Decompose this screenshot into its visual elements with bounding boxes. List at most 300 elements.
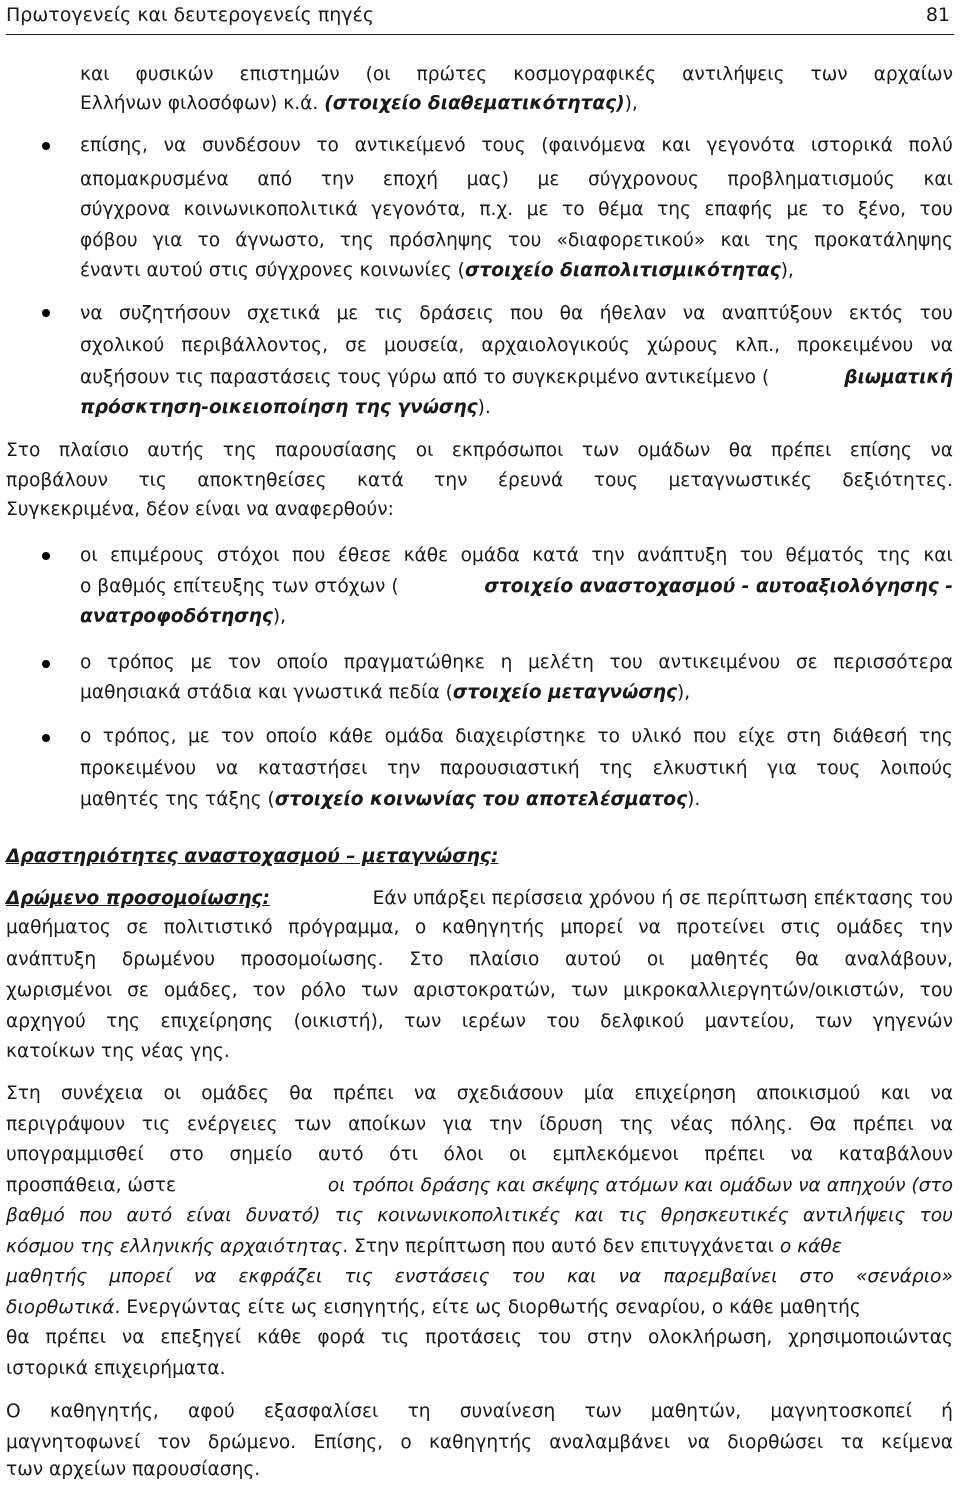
word: μικροκαλλιεργητών/οικιστών, (623, 980, 905, 1001)
italic-text: ο κάθε (779, 1236, 842, 1257)
word: λοιπούς (880, 758, 953, 779)
word: αυτό (317, 1144, 364, 1165)
word: προβάλουν (6, 470, 109, 491)
word: προκειμένου (797, 335, 914, 356)
text-line: ), (677, 682, 691, 703)
word: και (574, 1205, 604, 1226)
emphasis-term: στοιχείο διαπολιτισμικότητας (464, 260, 781, 281)
word: επαφής (704, 199, 773, 220)
word: μαγνητοφωνεί (6, 1432, 141, 1453)
word: πλαίσιο (58, 440, 129, 461)
word: δρωμένου (121, 949, 215, 970)
word: ο (414, 917, 427, 938)
word: η (500, 652, 513, 673)
word: σχολικού (80, 335, 165, 356)
word: πολιτιστικό (163, 917, 273, 938)
word: επεξηγεί (160, 1327, 242, 1348)
word: δελφικού (600, 1011, 685, 1032)
word: ενστάσεις (394, 1266, 490, 1287)
emphasis-term: βιωματική (844, 367, 953, 388)
word: με (786, 199, 809, 220)
italic-text: κόσμου της ελληνικής αρχαιότητας (6, 1236, 343, 1257)
word: του (919, 980, 953, 1001)
word: Επίσης, (313, 1432, 384, 1453)
word: δράσεις (419, 303, 494, 324)
word: αποκτηθείσες (197, 470, 327, 491)
word: και (80, 64, 110, 85)
word: (οι (365, 64, 391, 85)
word: κείμενα (881, 1432, 953, 1453)
word: τις (374, 303, 404, 324)
text-line: ), (780, 260, 794, 281)
word: μαγνητοσκοπεί (770, 1401, 912, 1422)
word: Θα (809, 1114, 837, 1135)
word: των (294, 1114, 332, 1135)
word: οποίο (276, 652, 329, 673)
word: ομάδα (460, 545, 520, 566)
header-title: Πρωτογενείς και δευτερογενείς πηγές (6, 4, 374, 26)
word: θα (795, 949, 819, 970)
word: του (919, 199, 953, 220)
word: του (609, 652, 643, 673)
word: τον (252, 980, 286, 1001)
word: είναι (186, 1205, 232, 1226)
word: μαθητές (690, 949, 770, 970)
word: χώρους (646, 335, 719, 356)
text-line: ). (477, 397, 491, 418)
word: πολύ (908, 135, 953, 156)
paragraph-line (6, 1397, 953, 1427)
word: των (584, 1401, 622, 1422)
word: φόβου (80, 230, 138, 251)
word: να (193, 1266, 217, 1287)
word: των (810, 64, 848, 85)
word: τις (334, 1205, 364, 1226)
word: οι (80, 545, 98, 566)
emphasis-term: στοιχείο αναστοχασμού - αυτοαξιολόγησης - (484, 576, 953, 597)
word: γηγενών (872, 1011, 953, 1032)
word: ίδρυση (539, 1114, 603, 1135)
word: σημείο (229, 1144, 293, 1165)
word: οποίο (265, 726, 318, 747)
text-line: κατοίκων της νέας γης. (6, 1041, 230, 1062)
word: πρέπει (45, 1327, 107, 1348)
word: αρχαίων (873, 64, 953, 85)
italic-text: διορθωτικά (6, 1297, 115, 1318)
word: να (80, 303, 103, 324)
word: στο (799, 1266, 834, 1287)
word: αποικισμού (756, 1083, 861, 1104)
word: στην (586, 1327, 633, 1348)
word: νέας (670, 1114, 714, 1135)
word: και (720, 230, 750, 251)
word: άγνωστο, (235, 230, 325, 251)
word: περιβάλλοντος, (181, 335, 329, 356)
word: ότι (389, 1144, 418, 1165)
word: έρευνά (497, 470, 564, 491)
word: ομάδες (201, 1083, 270, 1104)
word: αναλαμβάνει (549, 1432, 671, 1453)
word: τον (227, 652, 261, 673)
word: τρόπος (106, 652, 175, 673)
word: να (930, 1114, 953, 1135)
word: διορθώσει (727, 1432, 824, 1453)
word: ξένο, (857, 199, 907, 220)
word: της (599, 758, 634, 779)
word: πρέπει (853, 1114, 914, 1135)
word: του (511, 1266, 545, 1287)
word: να (618, 1266, 642, 1287)
word: δυνατό) (245, 1205, 321, 1226)
word: εξασφαλίσει (263, 1401, 379, 1422)
word: σύγχρονους (588, 169, 699, 190)
text-line: . Στην περίπτωση που αυτό δεν επιτυγχάνεται (342, 1236, 780, 1257)
word: περιγράψουν (6, 1114, 126, 1135)
word: επιχείρηση (634, 1083, 737, 1104)
word: εποχή (382, 169, 438, 190)
word: τους (816, 758, 861, 779)
word: παρεμβαίνει (663, 1266, 778, 1287)
word: καταστήσει (257, 758, 368, 779)
word: από (257, 169, 293, 190)
word: με (190, 652, 213, 673)
word: Ο (6, 1401, 21, 1422)
text-line: Εάν υπάρξει περίσσεια χρόνου ή σε περίπτωση επέκτασης του (366, 888, 953, 909)
word: (φαινόμενα (541, 135, 646, 156)
word: προκατάληψης (814, 230, 953, 251)
word: πόλης. (730, 1114, 793, 1135)
italic-text: οι τρόποι δράσης και σκέψης ατόμων και ομάδων να απηχούν (στο (327, 1175, 953, 1196)
word: θα (728, 440, 753, 461)
word: να (930, 1083, 953, 1104)
word: το (821, 199, 845, 220)
word: με (187, 726, 210, 747)
word: κάθε (256, 1327, 302, 1348)
word: διάθεσή (832, 726, 908, 747)
word: να (121, 1327, 145, 1348)
word: κλπ., (735, 335, 781, 356)
text-line: ), (624, 93, 638, 114)
word: και (566, 1266, 597, 1287)
word: τις (138, 470, 167, 491)
word: δεξιότητες. (842, 470, 953, 491)
word: σε (126, 917, 149, 938)
word: μαθητής (6, 1266, 88, 1287)
word: τους (481, 135, 526, 156)
word: τη (407, 1401, 431, 1422)
page-number: 81 (925, 4, 950, 26)
word: για (152, 230, 183, 251)
word: προβληματισμούς (727, 169, 895, 190)
word: την (386, 758, 421, 779)
word: πρώτες (416, 64, 488, 85)
word: κατά (532, 545, 579, 566)
word: το (197, 230, 221, 251)
text-line: ). (687, 789, 701, 810)
word: συζητήσουν (118, 303, 231, 324)
word: του (546, 1011, 580, 1032)
word: που (78, 1205, 113, 1226)
word: πρόσληψης (388, 230, 493, 251)
word: πρέπει (704, 1144, 765, 1165)
word: μουσεία, (384, 335, 465, 356)
word: με (336, 303, 359, 324)
word: προσομοίωσης. (240, 949, 384, 970)
word: ομάδες (836, 917, 905, 938)
word: ελκυστική (652, 758, 748, 779)
word: και (661, 135, 691, 156)
word: ο (80, 652, 92, 673)
word: αρχαιολογικούς (481, 335, 630, 356)
word: αντιλήψεις (802, 1205, 906, 1226)
word: σε (795, 652, 818, 673)
word: όλοι (443, 1144, 484, 1165)
word: σε (127, 980, 149, 1001)
word: μελέτη (527, 652, 594, 673)
word: τους (593, 470, 638, 491)
text-line: αυξήσουν τις παραστάσεις τους γύρω από το συγκεκριμένο αντικείμενο ( (80, 367, 770, 388)
word: επίσης, (80, 135, 148, 156)
word: των (815, 1011, 853, 1032)
word: να (215, 758, 239, 779)
word: δρώμενο. (207, 1432, 297, 1453)
word: να (682, 303, 706, 324)
word: αναλάβουν, (844, 949, 953, 970)
word: να (638, 917, 661, 938)
word: φορά (317, 1327, 366, 1348)
word: ο (80, 726, 92, 747)
word: κάθε (328, 726, 374, 747)
word: χωρισμένοι (6, 980, 113, 1001)
word: ομάδες, (163, 980, 238, 1001)
word: της (765, 230, 800, 251)
word: της (876, 545, 911, 566)
word: ή (941, 1401, 953, 1422)
paragraph-lead: Δρώμενο προσομοίωσης: (6, 888, 270, 909)
word: (οικιστή), (293, 1011, 384, 1032)
word: για (442, 1114, 473, 1135)
word: «σενάριο» (855, 1266, 953, 1287)
word: συνέχεια (60, 1083, 144, 1104)
word: προτάσεις (425, 1327, 523, 1348)
text-line: ), (272, 606, 287, 627)
word: της (222, 440, 257, 461)
text-line: . Ενεργώντας είτε ως εισηγητής, είτε ως διορθωτής σεναρίου, ο κάθε μαθητής (114, 1297, 861, 1318)
word: στόχοι (216, 545, 280, 566)
word: να (790, 1144, 814, 1165)
word: τρόπος, (102, 726, 177, 747)
word: του (508, 230, 542, 251)
word: κοινωνικοπολιτικά (183, 199, 358, 220)
word: ρόλο (300, 980, 347, 1001)
text-line: μαθητές της τάξης ( (80, 789, 275, 810)
word: κάθε (403, 545, 449, 566)
word: μαντείου, (704, 1011, 795, 1032)
word: «διαφορετικού» (556, 230, 706, 251)
word: μία (583, 1083, 615, 1104)
word: θα (289, 1083, 313, 1104)
word: επίσης (849, 440, 912, 461)
text-line: μαθησιακά στάδια και γνωστικά πεδία ( (80, 682, 453, 703)
word: της (657, 199, 691, 220)
heading-text: Δραστηριότητες αναστοχασμού – μεταγνώσης: (6, 846, 499, 867)
word: την (919, 917, 953, 938)
word: ολοκλήρωση, (647, 1327, 773, 1348)
word: θα (559, 303, 584, 324)
word: και (923, 545, 953, 566)
word: υλικό (631, 726, 682, 747)
word: που (292, 545, 326, 566)
word: τα (840, 1432, 864, 1453)
text-line: Συγκεκριμένα, δέον είναι να αναφερθούν: (6, 499, 394, 520)
word: καταβάλουν (838, 1144, 953, 1165)
text-line: των αρχείων παρουσίασης. (6, 1459, 261, 1480)
word: των (404, 1011, 442, 1032)
word: Στο (409, 949, 444, 970)
word: απομακρυσμένα (80, 169, 229, 190)
word: παρουσίασης (275, 440, 398, 461)
word: Στο (6, 440, 41, 461)
word: μπορεί (560, 917, 623, 938)
word: εκφράζει (238, 1266, 323, 1287)
word: ανάπτυξη (637, 545, 728, 566)
word: επιμέρους (110, 545, 205, 566)
emphasis-term: πρόσκτηση-οικειοποίηση της γνώσης (80, 397, 478, 418)
word: στη (786, 726, 822, 747)
emphasis-term: ανατροφοδότησης (80, 606, 273, 627)
word: ενέργειες (186, 1114, 278, 1135)
word: του (919, 303, 953, 324)
word: την (434, 470, 468, 491)
word: γεγονότα, (371, 199, 466, 220)
word: τις (380, 1327, 410, 1348)
word: να (930, 440, 953, 461)
word: είχε (737, 726, 776, 747)
word: οι (415, 440, 434, 461)
word: τον (157, 1432, 191, 1453)
word: αυτού (564, 949, 622, 970)
word: κοινωνικοπολιτικές (377, 1205, 561, 1226)
word: χρησιμοποιώντας (788, 1327, 953, 1348)
word: θα (6, 1327, 30, 1348)
word: το (562, 199, 585, 220)
word: επιχείρησης (160, 1011, 274, 1032)
word: της (918, 726, 953, 747)
word: περισσότερα (833, 652, 953, 673)
word: την (320, 169, 355, 190)
word: ο (400, 1432, 412, 1453)
text-line: ο βαθμός επίτευξης των στόχων ( (80, 576, 399, 597)
emphasis-term: στοιχείο μεταγνώσης (452, 682, 677, 703)
word: αυτό (126, 1205, 173, 1226)
paragraph-line (6, 1455, 260, 1485)
word: μπορεί (109, 1266, 172, 1287)
word: σχετικά (246, 303, 321, 324)
word: ήθελαν (599, 303, 667, 324)
word: εκπρόσωποι (451, 440, 564, 461)
word: τις (344, 1266, 373, 1287)
text-line: ιστορικά επιχειρήματα. (6, 1358, 226, 1379)
word: φυσικών (135, 64, 214, 85)
word: για (767, 758, 797, 779)
word: να (687, 1432, 711, 1453)
word: αφού (188, 1401, 235, 1422)
word: του (739, 545, 774, 566)
text-line: προσπάθεια, ώστε (6, 1175, 182, 1196)
word: παρουσιαστική (439, 758, 580, 779)
paragraph-line (6, 1428, 953, 1458)
word: ιερέων (461, 1011, 526, 1032)
word: διαχειρίστηκε (455, 726, 587, 747)
word: αντικειμένου (658, 652, 781, 673)
word: επιστημών (239, 64, 340, 85)
word: του (537, 1327, 572, 1348)
word: μεταγνωστικές (668, 470, 812, 491)
word: να (930, 335, 953, 356)
word: εμπλεκόμενοι (552, 1144, 679, 1165)
word: κατά (357, 470, 404, 491)
word: με (537, 169, 560, 190)
word: αυτής (147, 440, 205, 461)
word: τις (618, 1205, 647, 1226)
word: σύγχρονα (80, 199, 171, 220)
word: υπογραμμισθεί (6, 1144, 144, 1165)
word: σε (345, 335, 367, 356)
word: τον (221, 726, 255, 747)
word: την (591, 545, 625, 566)
word: της (339, 230, 374, 251)
word: πραγματώθηκε (343, 652, 485, 673)
word: του (919, 1205, 953, 1226)
word: οι (509, 1144, 527, 1165)
word: γεγονότα (706, 135, 796, 156)
word: πλαίσιο (469, 949, 540, 970)
word: την (489, 1114, 523, 1135)
word: συνδέσουν (201, 135, 301, 156)
word: μαθητών, (650, 1401, 742, 1422)
justified-line (6, 1397, 953, 1427)
word: κοσμογραφικές (513, 64, 657, 85)
word: να (413, 1083, 437, 1104)
word: μαθήματος (6, 917, 111, 938)
word: προτείνει (676, 917, 766, 938)
word: να (163, 135, 187, 156)
word: τις (141, 1114, 171, 1135)
word: της (106, 1011, 141, 1032)
word: αρχηγού (6, 1011, 86, 1032)
word: της (619, 1114, 654, 1135)
word: που (693, 726, 727, 747)
word: εκτός (848, 303, 904, 324)
word: έθεσε (337, 545, 392, 566)
word: θρησκευτικές (660, 1205, 789, 1226)
emphasis-term: στοιχείο κοινωνίας του αποτελέσματος (274, 789, 688, 810)
word: αντιλήψεις (682, 64, 785, 85)
word: πρόγραμμα, (288, 917, 400, 938)
word: βαθμό (6, 1205, 65, 1226)
word: ομάδα (384, 726, 444, 747)
word: των (361, 980, 399, 1001)
emphasis-term: (στοιχείο διαθεματικότητας) (324, 93, 625, 114)
word: αποίκων (348, 1114, 427, 1135)
word: ανάπτυξη (6, 949, 97, 970)
word: ομάδων (637, 440, 711, 461)
text-line: έναντι αυτού στις σύγχρονες κοινωνίες ( (80, 260, 465, 281)
word: π.χ. (479, 199, 514, 220)
word: καθηγητής, (49, 1401, 159, 1422)
word: των (581, 440, 620, 461)
text-line: Ελλήνων φιλοσόφων) κ.ά. (80, 93, 325, 114)
